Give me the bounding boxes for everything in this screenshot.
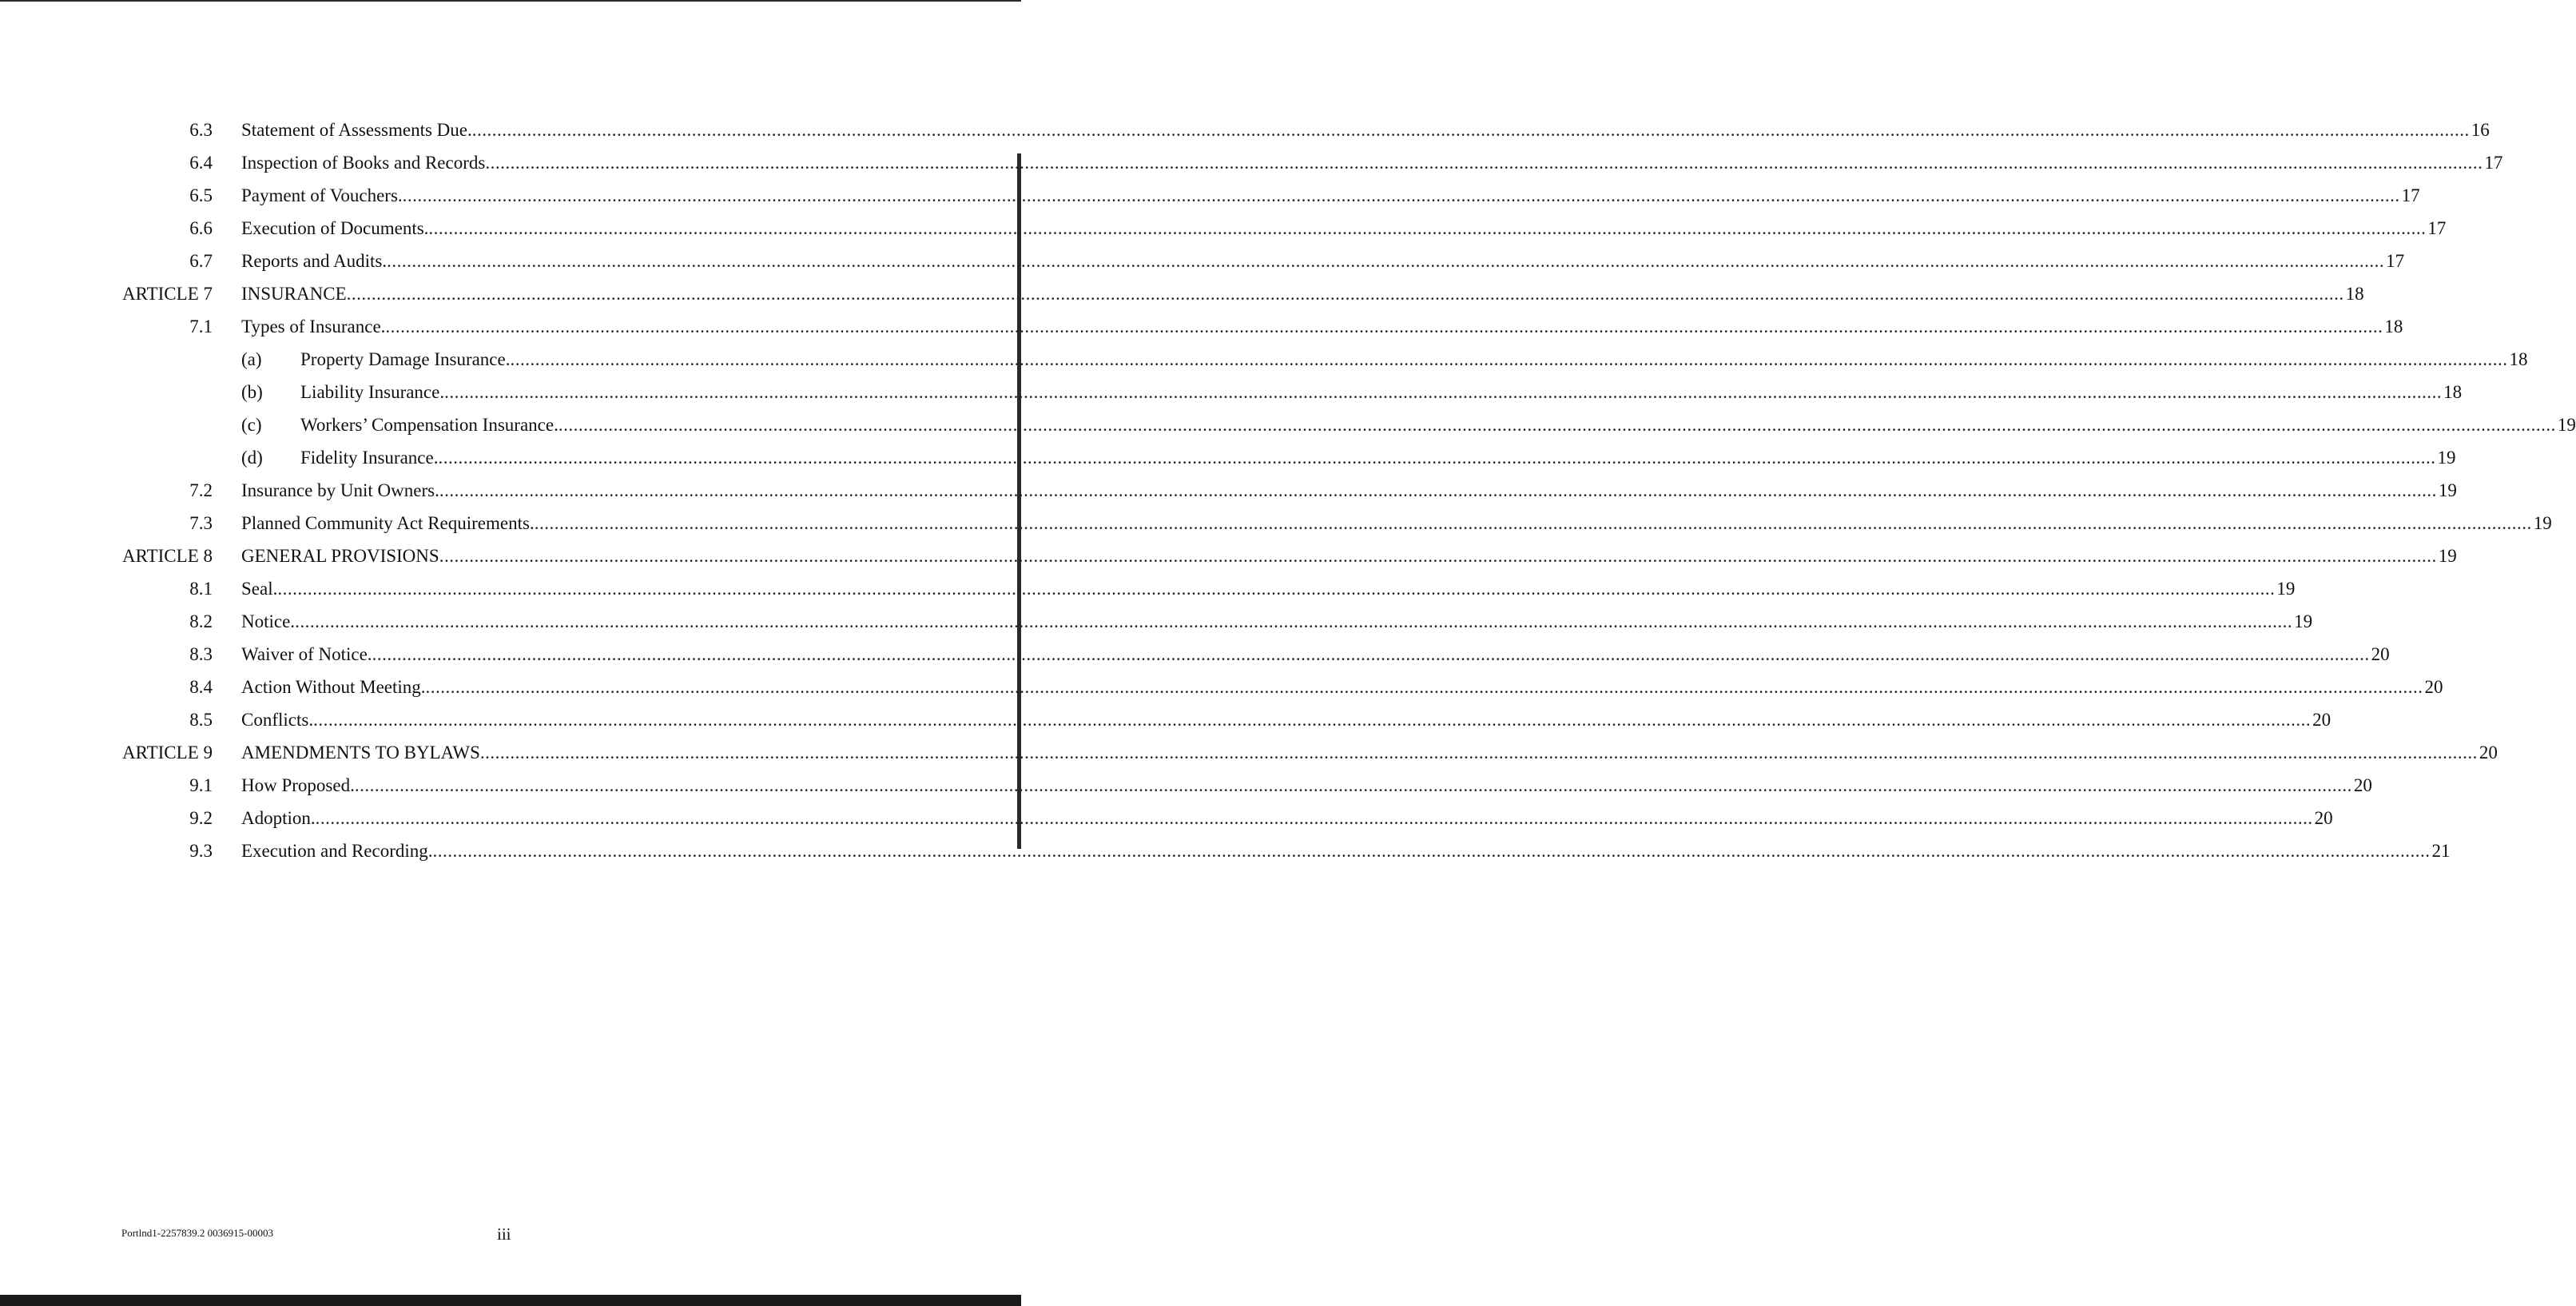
dot-leader: ................................................................................................................................................................................................................................................................................................................................................................................................................ <box>438 448 2436 468</box>
toc-title: Payment of Vouchers. <box>241 185 403 205</box>
toc-row <box>0 277 2364 310</box>
toc-sub-letter: (d) <box>241 448 263 468</box>
dot-leader: ................................................................................................................................................................................................................................................................................................................................................................................................................ <box>354 775 2352 795</box>
dot-leader: ................................................................................................................................................................................................................................................................................................................................................................................................................ <box>313 710 2312 730</box>
toc-entry <box>241 245 2405 277</box>
toc-page: 19 <box>2557 415 2576 435</box>
toc-title: Property Damage Insurance. <box>300 349 511 369</box>
dot-leader: ................................................................................................................................................................................................................................................................................................................................................................................................................ <box>387 251 2385 271</box>
toc-row <box>0 671 2443 703</box>
toc-page: 20 <box>2314 808 2333 828</box>
toc-page: 19 <box>2533 513 2552 533</box>
toc-title: Types of Insurance. <box>241 317 386 336</box>
toc-title: Seal. <box>241 579 278 599</box>
toc-page: 20 <box>2479 743 2498 762</box>
toc-number: 9.1 <box>189 775 213 795</box>
toc-row <box>0 441 2456 474</box>
toc-number: 8.4 <box>189 677 213 697</box>
dot-leader: ................................................................................................................................................................................................................................................................................................................................................................................................................ <box>372 644 2370 664</box>
toc-number: 9.2 <box>189 808 213 828</box>
toc-row <box>0 507 2552 540</box>
toc-entry <box>300 441 2456 474</box>
toc-title: Inspection of Books and Records <box>241 153 486 173</box>
dot-leader: ................................................................................................................................................................................................................................................................................................................................................................................................................ <box>510 349 2508 369</box>
toc-number: 7.3 <box>189 513 213 533</box>
toc-title: INSURANCE <box>241 284 347 304</box>
toc-number: ARTICLE 8 <box>122 546 213 566</box>
toc-number: 8.1 <box>189 579 213 599</box>
toc-entry <box>241 703 2332 736</box>
toc-title: Notice. <box>241 611 296 631</box>
toc-number: 7.1 <box>189 317 213 336</box>
toc-entry <box>241 277 2364 310</box>
toc-title: Statement of Assessments Due. <box>241 120 472 140</box>
toc-row <box>0 179 2420 212</box>
toc-page: 18 <box>2345 284 2364 304</box>
toc-entry <box>241 638 2390 671</box>
toc-number: 8.3 <box>189 644 213 664</box>
toc-title: GENERAL PROVISIONS <box>241 546 439 566</box>
toc-number: 7.2 <box>189 480 213 500</box>
dot-leader: ................................................................................................................................................................................................................................................................................................................................................................................................................ <box>432 841 2431 861</box>
toc-page: 18 <box>2384 317 2403 336</box>
toc-row <box>0 703 2332 736</box>
toc-page: 17 <box>2386 251 2405 271</box>
toc-number: 8.2 <box>189 611 213 631</box>
toc-row <box>0 834 2451 867</box>
toc-entry <box>241 212 2447 245</box>
toc-entry <box>241 146 2503 179</box>
toc-entry <box>241 671 2443 703</box>
dot-leader: ................................................................................................................................................................................................................................................................................................................................................................................................................ <box>385 317 2383 336</box>
document-id: Portlnd1-2257839.2 0036915-00003 <box>121 1227 273 1239</box>
toc-row <box>0 802 2333 834</box>
dot-leader: ................................................................................................................................................................................................................................................................................................................................................................................................................ <box>277 579 2276 599</box>
toc-entry <box>241 113 2490 146</box>
toc-row <box>0 540 2457 572</box>
toc-number: 6.4 <box>189 153 213 173</box>
toc-row <box>0 605 2313 638</box>
toc-sub-letter: (c) <box>241 415 262 435</box>
toc-entry <box>241 179 2420 212</box>
toc-page: 20 <box>2424 677 2443 697</box>
toc-entry <box>241 310 2403 343</box>
toc-title: Insurance by Unit Owners. <box>241 480 439 500</box>
toc-number: ARTICLE 9 <box>122 743 213 762</box>
toc-number: 6.7 <box>189 251 213 271</box>
toc-title: Workers’ Compensation Insurance. <box>300 415 559 435</box>
toc-entry <box>241 834 2451 867</box>
dot-leader: ................................................................................................................................................................................................................................................................................................................................................................................................................ <box>439 546 2437 566</box>
dot-leader: ................................................................................................................................................................................................................................................................................................................................................................................................................ <box>444 382 2443 402</box>
page-number: iii <box>497 1224 511 1244</box>
toc-row <box>0 343 2528 376</box>
dot-leader: ................................................................................................................................................................................................................................................................................................................................................................................................................ <box>295 611 2293 631</box>
toc-page: 19 <box>2294 611 2313 631</box>
toc-title: Planned Community Act Requirements. <box>241 513 535 533</box>
toc-row <box>0 736 2498 769</box>
dot-leader: ................................................................................................................................................................................................................................................................................................................................................................................................................ <box>402 185 2400 205</box>
dot-leader: ................................................................................................................................................................................................................................................................................................................................................................................................................ <box>471 120 2470 140</box>
toc-entry <box>300 408 2576 441</box>
toc-row <box>0 310 2403 343</box>
toc-title: Action Without Meeting. <box>241 677 426 697</box>
toc-title: AMENDMENTS TO BYLAWS <box>241 743 480 762</box>
toc-entry <box>241 540 2457 572</box>
toc-sub-letter: (a) <box>241 349 262 369</box>
toc-page: 19 <box>2276 579 2296 599</box>
toc-number: ARTICLE 7 <box>122 284 213 304</box>
toc-title: Execution of Documents. <box>241 218 429 238</box>
toc-entry <box>241 736 2498 769</box>
toc-page: 16 <box>2471 120 2490 140</box>
toc-title: Liability Insurance. <box>300 382 445 402</box>
toc-page: 18 <box>2509 349 2528 369</box>
toc-row <box>0 146 2503 179</box>
toc-page: 17 <box>2484 153 2503 173</box>
toc-number: 6.5 <box>189 185 213 205</box>
dot-leader: ................................................................................................................................................................................................................................................................................................................................................................................................................ <box>534 513 2532 533</box>
dot-leader: ................................................................................................................................................................................................................................................................................................................................................................................................................ <box>479 743 2478 762</box>
toc-row <box>0 638 2390 671</box>
toc-page: 17 <box>2427 218 2447 238</box>
toc-row <box>0 113 2490 146</box>
toc-title: Fidelity Insurance. <box>300 448 439 468</box>
toc-page: 20 <box>2371 644 2390 664</box>
toc-row <box>0 245 2405 277</box>
toc-title: How Proposed. <box>241 775 355 795</box>
dot-leader: ................................................................................................................................................................................................................................................................................................................................................................................................................ <box>346 284 2344 304</box>
toc-row <box>0 376 2463 408</box>
dot-leader: ................................................................................................................................................................................................................................................................................................................................................................................................................ <box>439 480 2437 500</box>
toc-sub-letter: (b) <box>241 382 263 402</box>
dot-leader: ................................................................................................................................................................................................................................................................................................................................................................................................................ <box>315 808 2313 828</box>
toc-title: Conflicts. <box>241 710 314 730</box>
dot-leader: ................................................................................................................................................................................................................................................................................................................................................................................................................ <box>428 218 2427 238</box>
toc-page: 21 <box>2431 841 2451 861</box>
toc-page: 19 <box>2438 480 2457 500</box>
toc-entry <box>241 605 2313 638</box>
toc-page: 20 <box>2312 710 2332 730</box>
toc-number: 8.5 <box>189 710 213 730</box>
dot-leader: ................................................................................................................................................................................................................................................................................................................................................................................................................ <box>485 153 2483 173</box>
toc-entry <box>300 343 2528 376</box>
toc-number: 9.3 <box>189 841 213 861</box>
toc-entry <box>241 507 2552 540</box>
table-of-contents <box>0 113 2576 867</box>
toc-title: Adoption. <box>241 808 316 828</box>
toc-title: Reports and Audits. <box>241 251 388 271</box>
toc-entry <box>241 474 2457 507</box>
toc-row <box>0 474 2457 507</box>
toc-page: 19 <box>2438 546 2457 566</box>
toc-number: 6.6 <box>189 218 213 238</box>
dot-leader: ................................................................................................................................................................................................................................................................................................................................................................................................................ <box>425 677 2423 697</box>
toc-row <box>0 769 2372 802</box>
toc-page: 18 <box>2443 382 2463 402</box>
toc-entry <box>241 802 2333 834</box>
toc-entry <box>300 376 2463 408</box>
toc-row <box>0 212 2447 245</box>
toc-entry <box>241 769 2372 802</box>
toc-page: 20 <box>2353 775 2372 795</box>
toc-entry <box>241 572 2296 605</box>
toc-title: Waiver of Notice. <box>241 644 372 664</box>
toc-title: Execution and Recording. <box>241 841 433 861</box>
toc-row <box>0 572 2296 605</box>
toc-number: 6.3 <box>189 120 213 140</box>
toc-page: 17 <box>2401 185 2420 205</box>
toc-row <box>0 408 2576 441</box>
dot-leader: ................................................................................................................................................................................................................................................................................................................................................................................................................ <box>558 415 2556 435</box>
toc-page: 19 <box>2437 448 2456 468</box>
